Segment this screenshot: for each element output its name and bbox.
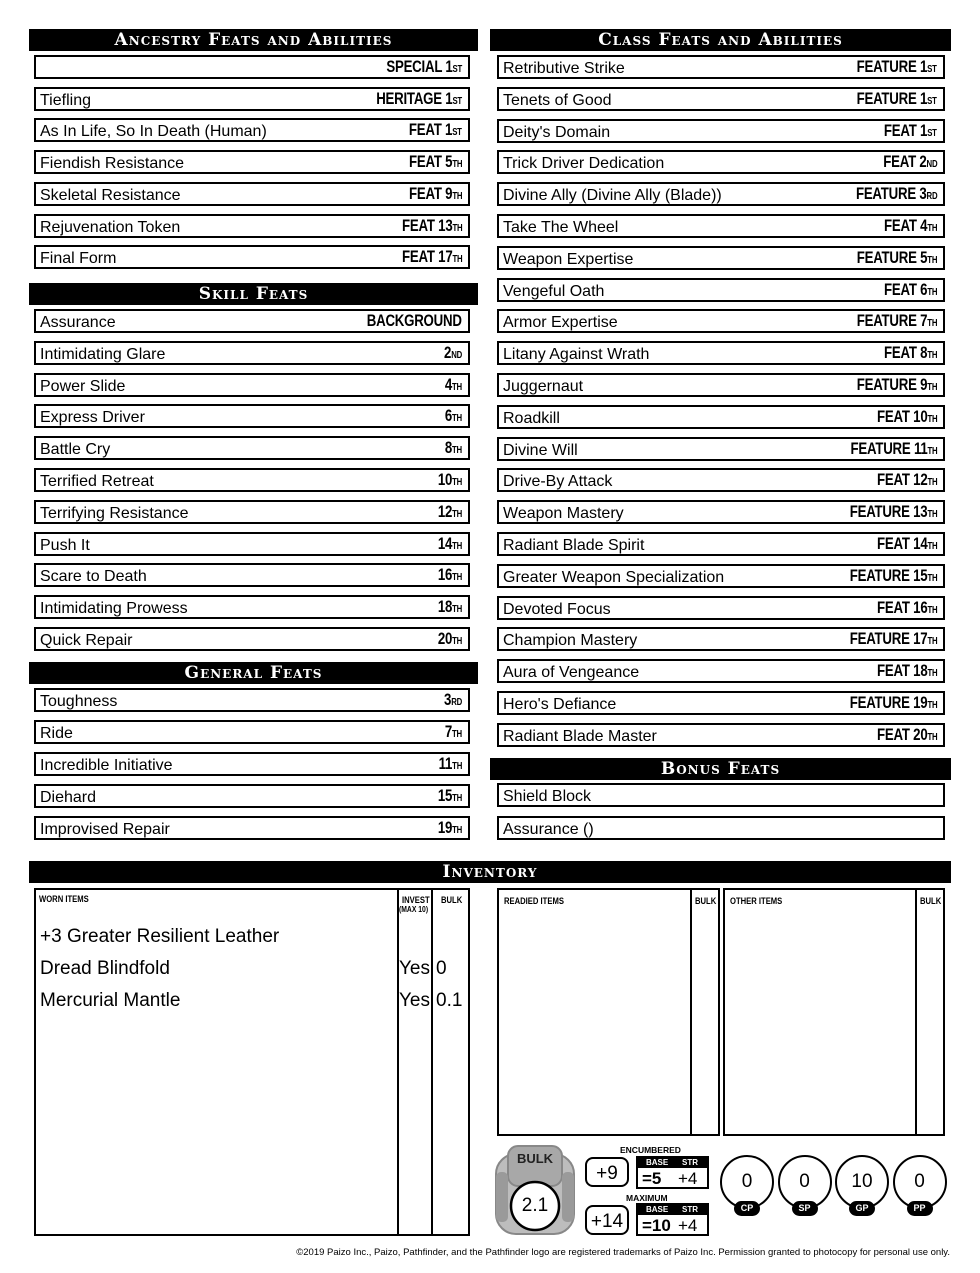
feat-level <box>849 566 937 589</box>
other-items-header: OTHER ITEMS <box>730 896 783 906</box>
feat-level <box>856 311 937 334</box>
max-base-value: =10 <box>642 1216 671 1235</box>
feat-name: Divine Will <box>503 441 578 459</box>
feat-level-label: FEAT 1 <box>409 120 453 140</box>
class-feats-row[interactable] <box>497 214 945 238</box>
feat-level <box>883 152 937 175</box>
feat-level <box>438 597 462 620</box>
feat-name: Push It <box>40 536 90 554</box>
class-feats-row[interactable] <box>497 659 945 683</box>
feat-level-label: FEATURE 15 <box>849 565 928 585</box>
feat-level <box>884 280 937 303</box>
feat-level-suffix: TH <box>452 190 462 202</box>
class-feats-row[interactable] <box>497 723 945 747</box>
feat-level-label: 4 <box>444 374 453 394</box>
feat-level <box>856 184 937 207</box>
feat-level <box>884 216 937 239</box>
feat-name: Improvised Repair <box>40 821 170 838</box>
coin-cp[interactable] <box>720 1155 774 1213</box>
worn-item-name: Mercurial Mantle <box>40 990 181 1011</box>
general-row[interactable] <box>34 752 470 776</box>
feat-level-label: FEATURE 1 <box>856 57 928 76</box>
max-base-label: BASE <box>646 1205 669 1214</box>
feat-level-suffix: TH <box>927 445 937 457</box>
maximum-calc <box>636 1203 709 1236</box>
feat-level-suffix: TH <box>452 793 462 804</box>
worn-item-name: Dread Blindfold <box>40 958 170 979</box>
general-row[interactable] <box>34 784 470 808</box>
feat-name: Radiant Blade Master <box>503 727 657 745</box>
feat-level <box>376 89 462 112</box>
class-feats-header: Class Feats and Abilities <box>490 29 951 51</box>
enc-str-label: STR <box>682 1158 698 1167</box>
feat-level-label: FEAT 6 <box>883 279 928 299</box>
skill-row[interactable] <box>34 436 470 460</box>
bonus-row[interactable] <box>497 783 945 807</box>
feat-level <box>444 690 462 713</box>
ancestry-row[interactable] <box>34 55 470 79</box>
feat-level <box>402 247 462 270</box>
inventory-header: Inventory <box>29 861 951 883</box>
feat-level-label: FEAT 17 <box>401 247 453 267</box>
feat-level-label: FEAT 1 <box>884 120 928 140</box>
coin-label: GP <box>849 1201 875 1216</box>
feat-level <box>409 184 462 207</box>
feat-level-suffix: TH <box>927 286 937 298</box>
bonus-feats-header: Bonus Feats <box>490 758 951 780</box>
feat-level-suffix: ST <box>927 127 937 139</box>
copyright-footer: ©2019 Paizo Inc., Paizo, Pathfinder, and the Pathfinder logo are registered trademarks of Paizo Inc. Permission granted to photocopy for personal use only. <box>296 1247 950 1258</box>
feat-name: Toughness <box>40 693 118 710</box>
feat-level-suffix: TH <box>452 254 462 266</box>
feat-level-suffix: TH <box>452 540 462 552</box>
feat-level-label: FEAT 5 <box>408 152 453 172</box>
feat-level-label: HERITAGE 1 <box>376 88 453 108</box>
feat-level-suffix: TH <box>927 604 937 616</box>
worn-item-bulk: 0.1 <box>436 990 463 1011</box>
readied-items-header: READIED ITEMS <box>504 896 564 906</box>
feat-level <box>409 152 462 175</box>
bulk-value: 2.1 <box>521 1195 549 1216</box>
readied-bulk-divider <box>690 890 692 1134</box>
feat-level <box>856 375 937 398</box>
feat-level-label: 6 <box>444 406 453 426</box>
feat-level-suffix: TH <box>927 382 937 393</box>
class-feats-row[interactable] <box>497 564 945 588</box>
maximum-label: MAXIMUM <box>626 1193 668 1203</box>
feat-level-suffix: TH <box>927 668 937 680</box>
skill-row[interactable] <box>34 404 470 428</box>
worn-item-bulk: 0 <box>436 958 447 979</box>
feat-level-suffix: TH <box>927 254 937 266</box>
invest-max-header: (MAX 10) <box>399 905 429 914</box>
feat-level-suffix: TH <box>927 223 937 234</box>
feat-level-suffix: TH <box>452 477 462 488</box>
feat-level-suffix: ST <box>452 64 462 75</box>
class-feats-row[interactable] <box>497 150 945 174</box>
feat-level-suffix: ST <box>927 64 937 75</box>
feat-level <box>438 565 462 588</box>
class-feats-row[interactable] <box>497 119 945 143</box>
feat-level-suffix: ST <box>452 95 462 107</box>
maximum-value <box>585 1205 629 1235</box>
feat-level-suffix: ST <box>927 95 937 107</box>
feat-name: Devoted Focus <box>503 600 611 618</box>
feat-name: Express Driver <box>40 409 145 427</box>
feat-level-label: FEATURE 17 <box>849 629 928 649</box>
feat-name: Fiendish Resistance <box>40 155 185 173</box>
ancestry-row[interactable] <box>34 245 470 269</box>
class-feats-row[interactable] <box>497 405 945 429</box>
coin-value: 0 <box>914 1171 925 1192</box>
general-row[interactable] <box>34 720 470 744</box>
feat-name: Tiefling <box>40 91 91 109</box>
feat-level <box>884 121 937 144</box>
class-feats-row[interactable] <box>497 278 945 302</box>
skill-row[interactable] <box>34 373 470 397</box>
bulk-label: BULK <box>516 1151 554 1166</box>
feat-level-suffix: TH <box>927 413 937 425</box>
skill-row[interactable] <box>34 309 470 333</box>
class-feats-row[interactable] <box>497 373 945 397</box>
feat-level <box>445 438 462 461</box>
feat-level <box>857 57 937 80</box>
feat-name: Champion Mastery <box>503 632 638 650</box>
skill-row[interactable] <box>34 341 470 365</box>
coin-sp[interactable] <box>778 1155 832 1213</box>
bulk-divider <box>431 890 433 1234</box>
feat-level-suffix: ST <box>452 127 462 139</box>
readied-items-box <box>497 888 720 1136</box>
worn-items-box <box>34 888 470 1236</box>
general-row[interactable] <box>34 688 470 712</box>
feat-level-label: FEAT 18 <box>876 661 928 681</box>
feat-level <box>877 407 937 430</box>
feat-level-suffix: RD <box>451 697 462 708</box>
feat-level <box>445 406 462 429</box>
feat-level-suffix: TH <box>927 509 937 521</box>
feat-name: Skeletal Resistance <box>40 186 181 204</box>
feat-name: Quick Repair <box>40 632 133 649</box>
worn-item-name: +3 Greater Resilient Leather <box>40 926 280 947</box>
feat-level-label: 8 <box>444 438 453 458</box>
feat-name: Intimidating Prowess <box>40 600 188 618</box>
feat-name: Battle Cry <box>40 441 111 459</box>
encumbered-label: ENCUMBERED <box>620 1145 681 1155</box>
enc-base-label: BASE <box>646 1158 669 1167</box>
skill-row[interactable] <box>34 627 470 651</box>
encumbered-value-text: +9 <box>596 1163 618 1184</box>
feat-level-label: FEATURE 9 <box>856 375 928 394</box>
feat-level-label: 10 <box>437 470 453 489</box>
feat-level <box>884 343 937 366</box>
feat-name: Terrified Retreat <box>40 473 154 490</box>
feat-level-label: 14 <box>437 533 453 553</box>
skill-row[interactable] <box>34 563 470 587</box>
ancestry-row[interactable] <box>34 214 470 238</box>
feat-level-label: FEAT 10 <box>876 406 928 426</box>
maximum-value-text: +14 <box>590 1211 624 1232</box>
feat-level-label: 19 <box>437 818 453 837</box>
feat-name: Armor Expertise <box>503 314 618 332</box>
feat-level-label: 7 <box>444 722 453 741</box>
general-feats-header: General Feats <box>29 662 478 684</box>
feat-level <box>439 754 462 777</box>
feat-level <box>857 89 937 112</box>
feat-level <box>438 534 462 557</box>
feat-name: Assurance <box>40 314 116 331</box>
class-feats-row[interactable] <box>497 596 945 620</box>
feat-name: Vengeful Oath <box>503 282 605 300</box>
feat-level <box>438 818 462 841</box>
feat-level-label: 2 <box>444 342 452 362</box>
feat-level <box>386 57 462 80</box>
class-feats-row[interactable] <box>497 246 945 270</box>
feat-level-suffix: TH <box>927 572 937 584</box>
ancestry-row[interactable] <box>34 182 470 206</box>
feat-level-label: FEAT 16 <box>876 597 928 617</box>
enc-str-value: +4 <box>678 1169 698 1188</box>
skill-row[interactable] <box>34 500 470 524</box>
feat-level <box>438 629 462 652</box>
feat-level-suffix: TH <box>927 700 937 711</box>
invest-divider <box>397 890 399 1234</box>
max-str-label: STR <box>682 1205 698 1214</box>
class-feats-row[interactable] <box>497 182 945 206</box>
feat-level-label: 16 <box>437 565 453 585</box>
feat-level-suffix: ND <box>926 159 937 171</box>
feat-level-label: 15 <box>437 786 453 805</box>
worn-item-invest: Yes <box>399 958 430 979</box>
class-feats-row[interactable] <box>497 500 945 524</box>
feat-level-suffix: TH <box>452 222 462 234</box>
skill-row[interactable] <box>34 468 470 492</box>
feat-name: Retributive Strike <box>503 60 625 77</box>
feat-level-label: 3 <box>444 690 452 709</box>
feat-level <box>438 502 462 525</box>
feat-level-suffix: TH <box>452 729 462 740</box>
feat-name: Drive-By Attack <box>503 473 613 491</box>
feat-level <box>856 248 937 271</box>
coin-pp[interactable] <box>893 1155 947 1213</box>
feat-level-label: FEATURE 1 <box>856 88 928 108</box>
feat-level-label: FEATURE 7 <box>856 311 928 331</box>
class-feats-row[interactable] <box>497 627 945 651</box>
feat-name: Ride <box>40 725 73 742</box>
feat-name: Terrifying Resistance <box>40 504 189 522</box>
feat-name: Aura of Vengeance <box>503 664 640 682</box>
feat-level-suffix: ND <box>451 349 462 361</box>
feat-name: Shield Block <box>503 788 592 805</box>
feat-level-label: FEAT 13 <box>401 215 453 235</box>
feat-name: As In Life, So In Death (Human) <box>40 123 267 141</box>
feat-level-label: FEATURE 5 <box>856 247 928 267</box>
feat-level <box>877 725 937 748</box>
ancestry-header: Ancestry Feats and Abilities <box>29 29 478 51</box>
coin-label: SP <box>792 1201 818 1216</box>
enc-base-value: =5 <box>642 1169 662 1188</box>
bonus-row[interactable] <box>497 816 945 840</box>
feat-level-label: FEATURE 19 <box>849 693 928 712</box>
worn-items-header: WORN ITEMS <box>39 894 89 904</box>
feat-level-label: 18 <box>437 597 453 617</box>
feat-level <box>849 502 937 525</box>
feat-level <box>877 598 937 621</box>
bulk-backpack <box>490 1142 580 1238</box>
feat-name: Incredible Initiative <box>40 757 173 774</box>
feat-level-suffix: TH <box>452 445 462 457</box>
skill-feats-header: Skill Feats <box>29 283 478 305</box>
feat-level-suffix: TH <box>927 318 937 330</box>
feat-name: Juggernaut <box>503 378 584 395</box>
coin-gp[interactable] <box>835 1155 889 1213</box>
feat-level-suffix: TH <box>452 381 462 393</box>
ancestry-row[interactable] <box>34 150 470 174</box>
coin-value: 0 <box>741 1171 753 1192</box>
feat-level-suffix: TH <box>927 731 937 743</box>
class-feats-row[interactable] <box>497 532 945 556</box>
feat-level <box>850 439 937 462</box>
skill-row[interactable] <box>34 532 470 556</box>
coin-value: 0 <box>799 1171 810 1192</box>
class-feats-row[interactable] <box>497 691 945 715</box>
feat-name: Hero's Defiance <box>503 696 617 713</box>
feat-name: Weapon Mastery <box>503 505 624 523</box>
class-feats-row[interactable] <box>497 87 945 111</box>
feat-level <box>849 693 937 716</box>
readied-bulk-header: BULK <box>695 896 717 906</box>
feat-level-suffix: TH <box>452 636 462 647</box>
feat-level-suffix: RD <box>926 191 937 203</box>
feat-level-label: FEAT 4 <box>883 216 928 235</box>
feat-level-label: 20 <box>437 629 453 648</box>
feat-name: Final Form <box>40 250 117 268</box>
other-items-box <box>723 888 945 1136</box>
feat-name: Power Slide <box>40 377 126 395</box>
worn-bulk-header: BULK <box>441 895 463 905</box>
feat-level-label: FEAT 12 <box>876 470 928 490</box>
feat-level <box>367 311 462 334</box>
encumbered-calc <box>636 1156 709 1189</box>
feat-name: Divine Ally (Divine Ally (Blade)) <box>503 187 722 205</box>
skill-row[interactable] <box>34 595 470 619</box>
feat-name: Roadkill <box>503 409 560 427</box>
feat-level-label: FEATURE 13 <box>849 502 928 522</box>
ancestry-row[interactable] <box>34 87 470 111</box>
feat-level <box>438 470 462 493</box>
worn-item-invest: Yes <box>399 990 430 1011</box>
feat-level-label: SPECIAL 1 <box>386 57 453 76</box>
feat-level-label: FEAT 2 <box>882 152 927 172</box>
feat-level-suffix: TH <box>452 604 462 616</box>
feat-level-label: FEAT 8 <box>883 343 928 363</box>
feat-name: Take The Wheel <box>503 219 619 236</box>
feat-name: Intimidating Glare <box>40 345 166 363</box>
feat-name: Rejuvenation Token <box>40 218 181 236</box>
feat-level <box>409 120 462 143</box>
feat-name: Greater Weapon Specialization <box>503 568 725 586</box>
feat-name: Trick Driver Dedication <box>503 155 665 173</box>
feat-name: Litany Against Wrath <box>503 346 650 364</box>
feat-level-label: FEAT 14 <box>876 534 928 553</box>
feat-level-label: BACKGROUND <box>367 311 462 330</box>
feat-level-label: FEAT 20 <box>876 724 928 744</box>
feat-level-suffix: TH <box>452 761 462 772</box>
feat-level-suffix: TH <box>452 508 462 520</box>
feat-level-label: FEATURE 11 <box>850 438 928 458</box>
feat-level-suffix: TH <box>927 477 937 489</box>
feat-level-suffix: TH <box>452 413 462 425</box>
feat-level-label: 12 <box>437 501 453 521</box>
feat-name: Weapon Expertise <box>503 250 634 268</box>
feat-level-label: FEAT 9 <box>408 183 453 203</box>
feat-level <box>438 786 462 809</box>
feat-level-suffix: TH <box>452 159 462 171</box>
feat-level <box>444 343 462 366</box>
feat-name: Diehard <box>40 789 97 806</box>
feat-level-suffix: TH <box>927 350 937 362</box>
feat-level <box>877 534 937 557</box>
feat-level-suffix: TH <box>927 541 937 552</box>
class-feats-row[interactable] <box>497 341 945 365</box>
coin-label: CP <box>734 1201 760 1216</box>
feat-level <box>445 375 462 398</box>
feat-level-label: FEATURE 3 <box>855 184 927 204</box>
coin-value: 10 <box>851 1171 873 1192</box>
max-str-value: +4 <box>678 1216 698 1235</box>
feat-level-suffix: TH <box>452 825 462 836</box>
feat-name: Assurance () <box>503 821 594 838</box>
coin-label: PP <box>907 1201 933 1216</box>
feat-level <box>402 216 462 239</box>
other-bulk-header: BULK <box>920 896 942 906</box>
other-bulk-divider <box>915 890 917 1134</box>
feat-level <box>445 722 462 745</box>
feat-name: Radiant Blade Spirit <box>503 537 645 554</box>
feat-name: Tenets of Good <box>503 91 612 109</box>
feat-level-suffix: TH <box>927 636 937 648</box>
feat-name: Scare to Death <box>40 568 147 586</box>
feat-level <box>849 629 937 652</box>
class-feats-row[interactable] <box>497 55 945 79</box>
feat-level-suffix: TH <box>452 572 462 584</box>
ancestry-row[interactable] <box>34 118 470 142</box>
general-row[interactable] <box>34 816 470 840</box>
class-feats-row[interactable] <box>497 437 945 461</box>
feat-name: Deity's Domain <box>503 123 611 141</box>
invest-header: INVEST <box>402 895 430 905</box>
feat-level <box>877 470 937 493</box>
class-feats-row[interactable] <box>497 468 945 492</box>
feat-level-label: 11 <box>438 754 453 773</box>
feat-level <box>877 661 937 684</box>
encumbered-value <box>585 1157 629 1187</box>
class-feats-row[interactable] <box>497 309 945 333</box>
